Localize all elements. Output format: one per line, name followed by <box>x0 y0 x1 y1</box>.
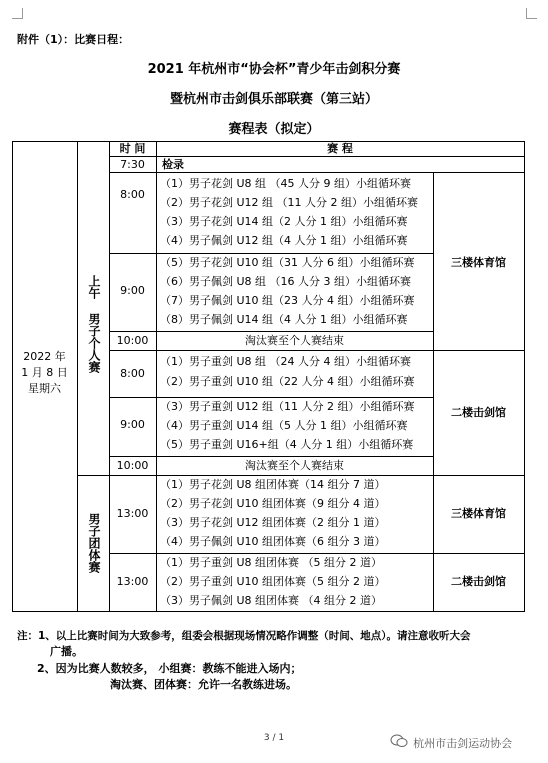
attachment-label: 附件（1）：比赛日程： <box>17 33 130 46</box>
schedule-item: （2）男子花剑 U10 组团体赛（9 组分 4 道） <box>160 497 386 510</box>
schedule-item: （2）男子重剑 U10 组（22 人分 4 组）小组循环赛 <box>160 375 415 388</box>
schedule-item: （4）男子佩剑 U12 组（4 人分 1 组）小组循环赛 <box>160 234 408 247</box>
schedule-item: （7）男子佩剑 U10 组（23 人分 4 组）小组循环赛 <box>160 294 415 307</box>
title-line-2: 暨杭州市击剑俱乐部联赛（第三站） <box>169 92 378 107</box>
schedule-item: （1）男子重剑 U8 组团体赛 （5 组分 2 道） <box>160 556 383 569</box>
row-time: 13:00 <box>116 575 149 588</box>
watermark-text: 杭州市击剑运动协会 <box>413 737 513 750</box>
row-time: 9:00 <box>120 418 145 431</box>
schedule-item: （2）男子花剑 U12 组 （11 人分 2 组）小组循环赛 <box>160 196 419 209</box>
row-text: 淘汰赛至个人赛结束 <box>245 334 344 347</box>
schedule-item: （4）男子佩剑 U10 组团体赛（6 组分 3 道） <box>160 535 386 548</box>
row-text: 淘汰赛至个人赛结束 <box>245 459 344 472</box>
wechat-icon <box>390 733 408 752</box>
row-time: 10:00 <box>116 334 149 347</box>
schedule-item: （2）男子重剑 U10 组团体赛（5 组分 2 道） <box>160 575 386 588</box>
page-corner-mark <box>526 8 537 19</box>
row-time: 7:30 <box>120 158 145 171</box>
schedule-item: （1）男子花剑 U8 组 （45 人分 9 组）小组循环赛 <box>160 177 412 190</box>
schedule-item: （5）男子重剑 U16+组（4 人分 1 组）小组循环赛 <box>160 438 414 451</box>
title-line-1: 2021 年杭州市“协会杯”青少年击剑积分赛 <box>147 62 401 77</box>
schedule-item: （3）男子花剑 U14 组（2 人分 1 组）小组循环赛 <box>160 215 408 228</box>
venue-label: 二楼击剑馆 <box>451 406 506 419</box>
row-text: 检录 <box>162 158 184 171</box>
schedule-item: （8）男子佩剑 U14 组（4 人分 1 组）小组循环赛 <box>160 313 408 326</box>
date-year: 2022 年 <box>23 350 66 363</box>
schedule-item: （3）男子花剑 U12 组团体赛（2 组分 1 道） <box>160 516 386 529</box>
schedule-item: （1）男子重剑 U8 组 （24 人分 4 组）小组循环赛 <box>160 355 412 368</box>
note-2-line-2: 淘汰赛、团体赛：允许一名教练进场。 <box>110 678 297 691</box>
page-corner-mark <box>12 8 23 19</box>
note-2-line-1: 2、因为比赛人数较多， 小组赛：教练不能进入场内； <box>37 662 302 675</box>
schedule-item: （3）男子佩剑 U8 组团体赛 （4 组分 2 道） <box>160 594 383 607</box>
group-label-morning-individual: 上午 男子个人赛 <box>87 275 101 373</box>
note-1-line-1: 注：1、以上比赛时间为大致参考，组委会根据现场情况略作调整（时间、地点）。请注意收听大会 <box>17 630 471 642</box>
venue-label: 三楼体育馆 <box>451 507 506 520</box>
watermark <box>390 732 512 752</box>
header-schedule: 赛 程 <box>327 142 353 155</box>
note-1-line-2: 广播。 <box>50 645 83 658</box>
schedule-item: （3）男子重剑 U12 组（11 人分 2 组）小组循环赛 <box>160 400 415 413</box>
schedule-item: （4）男子重剑 U14 组（5 人分 1 组）小组循环赛 <box>160 419 408 432</box>
schedule-item: （6）男子佩剑 U8 组 （16 人分 3 组）小组循环赛 <box>160 275 412 288</box>
title-line-3: 赛程表（拟定） <box>228 122 320 137</box>
schedule-item: （1）男子花剑 U8 组团体赛（14 组分 7 道） <box>160 478 386 491</box>
row-time: 9:00 <box>120 284 145 297</box>
venue-label: 二楼击剑馆 <box>451 575 506 588</box>
row-time: 10:00 <box>116 459 149 472</box>
row-time: 8:00 <box>120 367 145 380</box>
schedule-item: （5）男子花剑 U10 组（31 人分 6 组）小组循环赛 <box>160 256 415 269</box>
date-weekday: 星期六 <box>28 382 61 395</box>
date-month-day: 1 月 8 日 <box>21 366 68 379</box>
venue-label: 三楼体育馆 <box>451 256 506 269</box>
row-time: 13:00 <box>116 507 149 520</box>
page-number: 3 / 1 <box>263 733 285 743</box>
header-time: 时 间 <box>119 142 146 155</box>
group-label-team: 男子团体赛 <box>87 513 101 573</box>
row-time: 8:00 <box>120 188 145 201</box>
